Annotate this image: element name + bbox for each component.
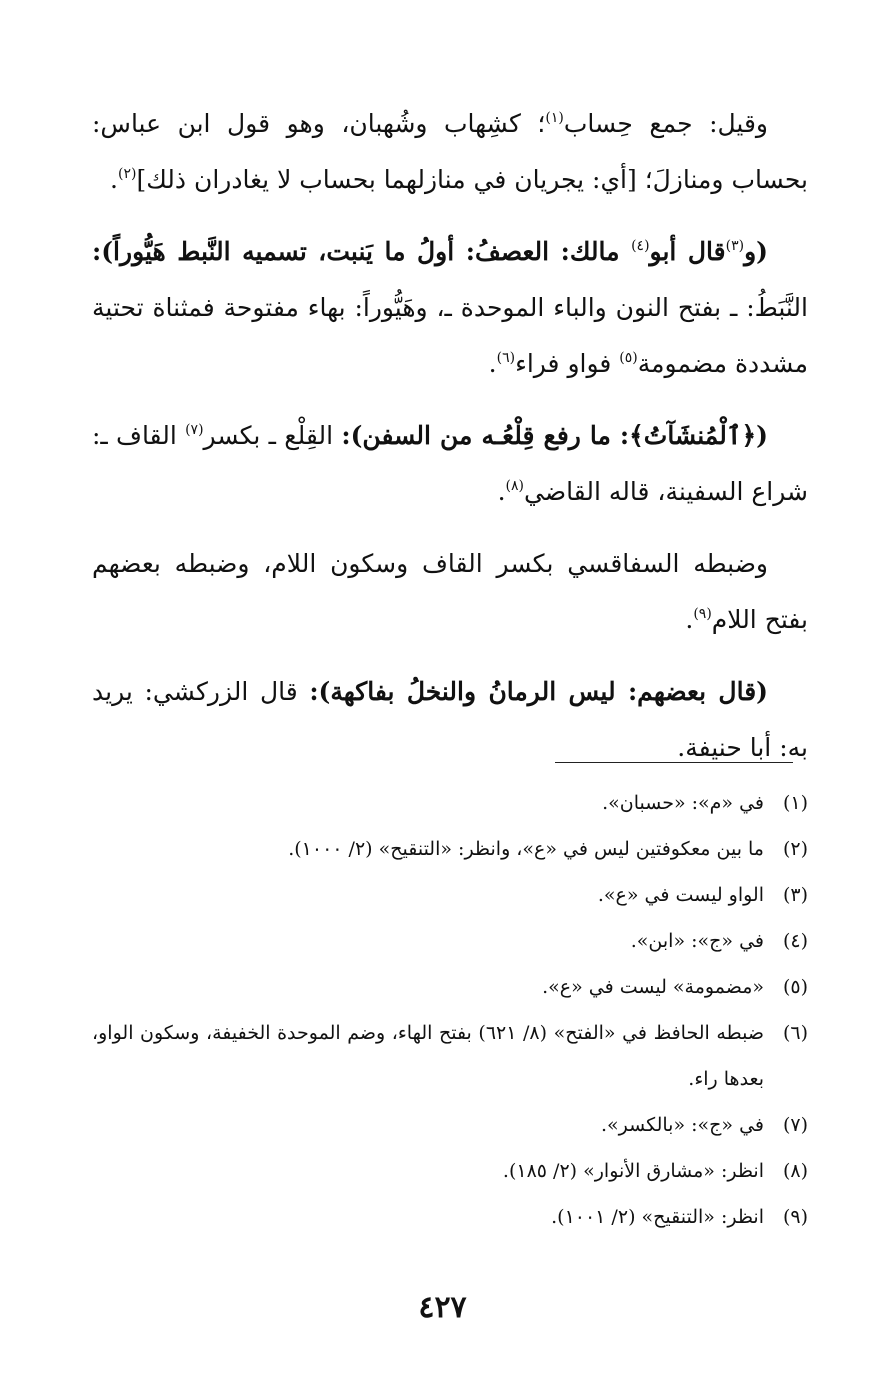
paragraph-3 (92, 408, 808, 520)
text-run: وضبطه السفاقسي بكسر القاف وسكون اللام، وضبطه بعضهم بفتح اللام (92, 549, 808, 634)
footnote-text: «مضمومة» ليست في «ع». (542, 976, 764, 998)
footnote-item (92, 964, 808, 1010)
paragraph-2 (92, 224, 808, 392)
footnotes (92, 780, 808, 1240)
quoted-term: (و (744, 237, 768, 266)
text-run: فواو فراء (515, 349, 620, 378)
footnote-separator (555, 762, 793, 763)
footnote-number: (١) (782, 792, 808, 814)
text-run: وقيل: جمع حِساب (563, 109, 768, 138)
text-run: . (685, 605, 694, 634)
footnote-number: (٩) (782, 1206, 808, 1228)
text-run: ؛ كشِهاب وشُهبان، وهو قول ابن عباس: بحساب ومنازلَ؛ [أي: يجريان في منازلهما بحساب لا يغادران ذلك] (92, 109, 808, 194)
quoted-term: (﴿ٱلْمُنشَآتُ﴾: ما رفع قِلْعُـه من السفن): (341, 421, 768, 450)
footnote-number: (٣) (782, 884, 808, 906)
footnote-ref: (٨) (505, 478, 524, 494)
footnote-ref: (٢) (117, 166, 137, 182)
footnote-number: (٥) (782, 976, 808, 998)
footnote-text: في «ج»: «ابن». (630, 930, 764, 952)
footnote-number: (٤) (782, 930, 808, 952)
footnote-ref: (٥) (619, 350, 638, 366)
footnote-text: ضبطه الحافظ في «الفتح» (٨/ ٦٢١) بفتح الهاء، وضم الموحدة الخفيفة، وسكون الواو، بعدها راء. (92, 1022, 765, 1090)
paragraph-1 (92, 96, 808, 208)
footnote-text: في «م»: «حسبان». (602, 792, 764, 814)
footnote-text: في «ج»: «بالكسر». (601, 1114, 764, 1136)
footnote-item (92, 780, 808, 826)
quoted-term: قال أبو (649, 237, 726, 266)
footnote-ref: (٤) (631, 238, 650, 254)
footnote-number: (٨) (782, 1160, 808, 1182)
footnote-ref: (١) (545, 110, 564, 126)
text-run: . (497, 477, 506, 506)
footnote-item (92, 1102, 808, 1148)
footnote-ref: (٩) (693, 606, 712, 622)
text-run: النَّبَطُ: ـ بفتح النون والباء الموحدة ـ، وهَيُّوراً: بهاء مفتوحة فمثناة تحتية مشددة مضمومة (92, 293, 808, 378)
footnote-item (92, 1148, 808, 1194)
footnote-item (92, 918, 808, 964)
text-run: . (110, 165, 118, 194)
main-text (92, 96, 808, 792)
footnote-item (92, 1010, 808, 1102)
text-run: . (488, 349, 497, 378)
footnote-ref: (٧) (185, 422, 204, 438)
text-run: القاف ـ: شراع السفينة، قاله القاضي (92, 421, 808, 506)
footnote-number: (٧) (782, 1114, 808, 1136)
footnote-text: الواو ليست في «ع». (597, 884, 764, 906)
footnote-item (92, 1194, 808, 1240)
footnote-ref: (٦) (496, 350, 516, 366)
paragraph-4 (92, 536, 808, 648)
quoted-term: مالك: العصفُ: أولُ ما يَنبت، تسميه النَّبط هَيُّوراً): (92, 237, 632, 266)
footnote-ref: (٣) (725, 238, 745, 254)
paragraph-5 (92, 664, 808, 776)
footnote-item (92, 826, 808, 872)
footnote-item (92, 872, 808, 918)
footnote-number: (٢) (782, 838, 808, 860)
footnote-text: انظر: «التنقيح» (٢/ ١٠٠١). (551, 1206, 764, 1228)
text-run: قال الزركشي: يريد به: أبا حنيفة. (92, 677, 808, 762)
footnote-text: انظر: «مشارق الأنوار» (٢/ ١٨٥). (502, 1160, 764, 1182)
quoted-term: (قال بعضهم: ليس الرمانُ والنخلُ بفاكهة): (309, 677, 768, 706)
page-number: ٤٢٧ (418, 1290, 467, 1325)
text-run: القِلْع ـ بكسر (203, 421, 342, 450)
footnote-text: ما بين معكوفتين ليس في «ع»، وانظر: «التنقيح» (٢/ ١٠٠٠). (288, 838, 764, 860)
footnote-number: (٦) (782, 1022, 808, 1044)
